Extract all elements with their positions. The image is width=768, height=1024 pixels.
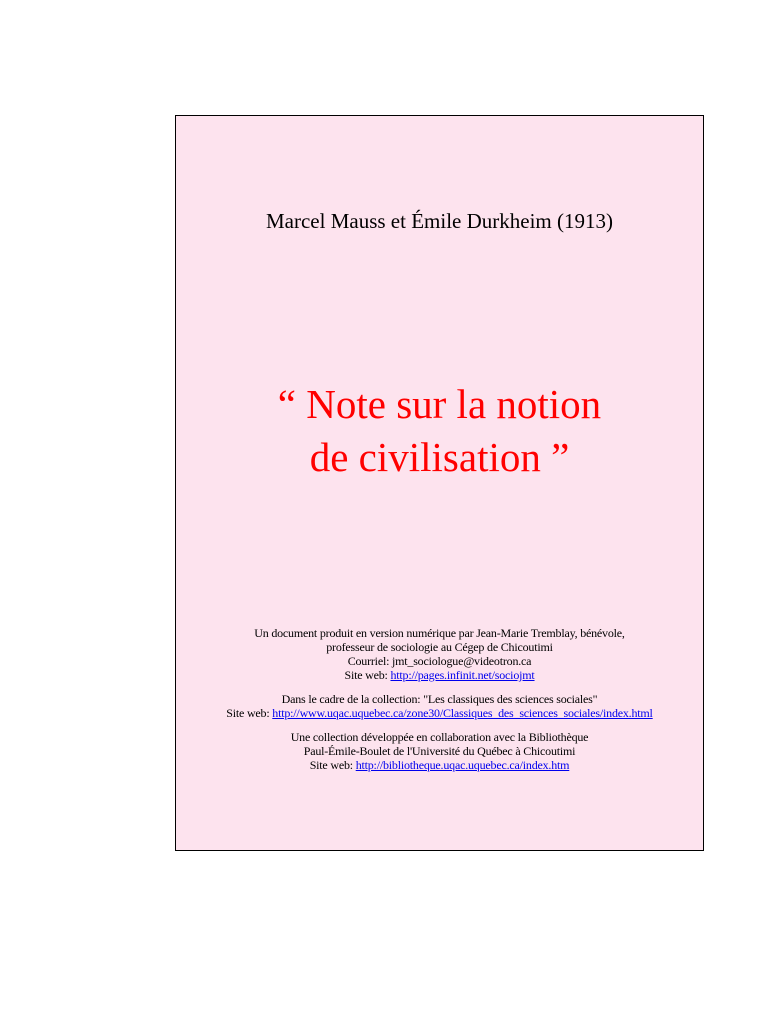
collection-site-link[interactable]: http://www.uqac.uquebec.ca/zone30/Classiques_des_sciences_sociales/index.html [272,706,653,720]
library-site-link[interactable]: http://bibliotheque.uqac.uquebec.ca/index.htm [355,758,570,772]
library-site-line [176,758,703,772]
site-label: Site web: [344,668,391,682]
credits-block-producer [176,626,703,682]
producer-role-line: professeur de sociologie au Cégep de Chicoutimi [326,640,553,654]
document-title [176,378,703,484]
producer-site-link[interactable]: http://pages.infinit.net/sociojmt [390,668,535,682]
site-label: Site web: [309,758,356,772]
title-line-2: de civilisation ” [309,434,570,480]
collection-line: Dans le cadre de la collection: "Les classiques des sciences sociales" [281,692,598,706]
email-line: Courriel: jmt_sociologue@videotron.ca [347,654,532,668]
library-line-1: Une collection développée en collaboration avec la Bibliothèque [290,730,589,744]
cover-page [175,115,704,851]
credits [176,626,703,782]
producer-line: Un document produit en version numérique par Jean-Marie Tremblay, bénévole, [254,626,625,640]
credits-block-library [176,730,703,772]
author-line: Marcel Mauss et Émile Durkheim (1913) [266,209,613,233]
credits-block-collection [176,692,703,720]
producer-site-line [176,668,703,682]
collection-site-line [176,706,703,720]
site-label: Site web: [226,706,273,720]
library-line-2: Paul-Émile-Boulet de l'Université du Québec à Chicoutimi [303,744,576,758]
title-line-1: “ Note sur la notion [277,381,602,427]
